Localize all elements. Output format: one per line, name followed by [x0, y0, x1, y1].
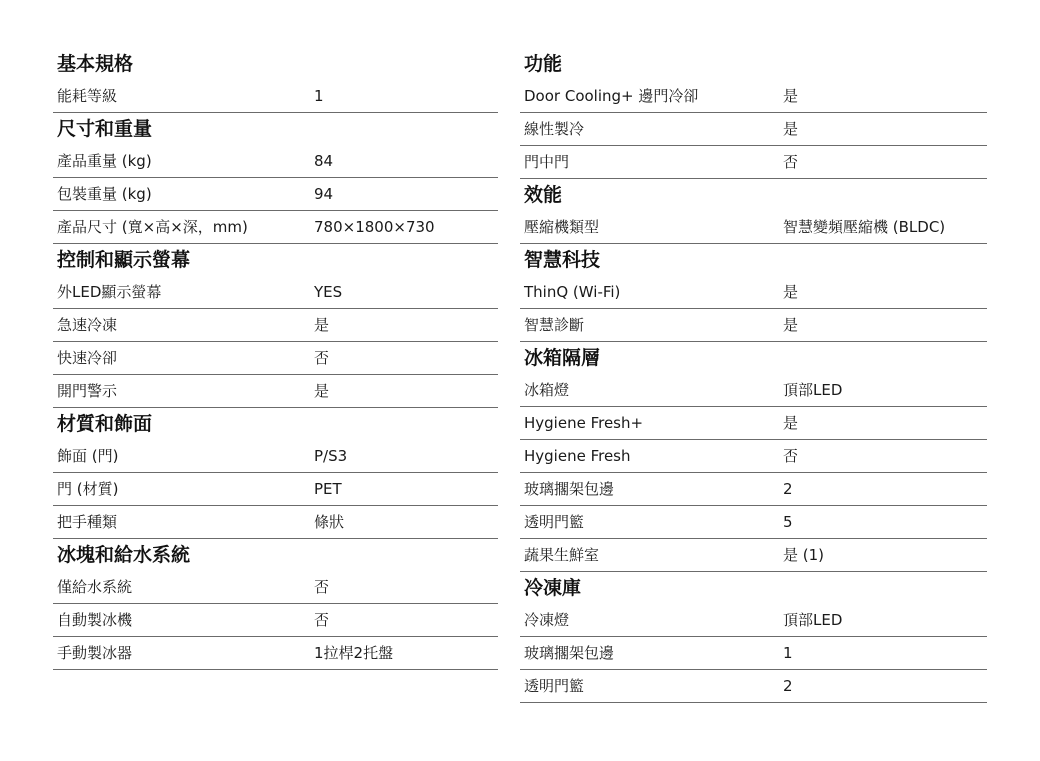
spec-label: 冷凍燈 [524, 611, 570, 629]
section-title-ice-water: 冰塊和給水系統 [57, 544, 191, 566]
spec-label: 包裝重量 (kg) [57, 185, 152, 203]
spec-value: 條狀 [314, 513, 345, 531]
section-title-performance: 效能 [524, 184, 563, 206]
section-title-fridge-compartment: 冰箱隔層 [524, 347, 601, 369]
spec-label: 產品重量 (kg) [57, 152, 152, 170]
spec-label: Hygiene Fresh [524, 447, 631, 465]
spec-label: 外LED顯示螢幕 [57, 283, 162, 301]
spec-value: 否 [783, 447, 799, 465]
spec-row [520, 80, 987, 113]
spec-label: ThinQ (Wi-Fi) [524, 283, 621, 301]
spec-label: 飾面 (門) [57, 447, 119, 465]
spec-label: 門 (材質) [57, 480, 119, 498]
spec-value: 1 [783, 644, 793, 662]
spec-column-left [53, 48, 498, 670]
spec-label: 自動製冰機 [57, 611, 133, 629]
spec-label: 透明門籃 [524, 513, 585, 531]
spec-label: 手動製冰器 [57, 644, 133, 662]
spec-value: 是 [783, 414, 799, 432]
spec-value: 94 [314, 185, 334, 203]
spec-row [520, 473, 987, 506]
spec-label: 把手種類 [57, 513, 118, 531]
spec-column-right [520, 48, 987, 703]
section-title-smart-tech: 智慧科技 [524, 249, 601, 271]
spec-row [53, 342, 498, 375]
spec-row [520, 309, 987, 342]
spec-label: 透明門籃 [524, 677, 585, 695]
spec-value: 是 [783, 120, 799, 138]
spec-row [53, 506, 498, 539]
spec-row [53, 145, 498, 178]
spec-row [520, 211, 987, 244]
spec-value: 否 [314, 611, 330, 629]
spec-value: 智慧變頻壓縮機 (BLDC) [783, 218, 946, 236]
spec-row [53, 80, 498, 113]
section-title-basic-specs: 基本規格 [57, 53, 134, 75]
spec-row [53, 375, 498, 408]
spec-value: 否 [783, 153, 799, 171]
section-title-dimensions-weight: 尺寸和重量 [57, 118, 153, 140]
spec-label: 能耗等級 [57, 87, 118, 105]
section-title-features: 功能 [524, 53, 563, 75]
spec-value: 頂部LED [783, 381, 843, 399]
spec-row [520, 637, 987, 670]
spec-value: 是 [783, 316, 799, 334]
spec-row [520, 604, 987, 637]
spec-row [53, 309, 498, 342]
spec-label: 壓縮機類型 [524, 218, 600, 236]
section-title-material-finish: 材質和飾面 [57, 413, 153, 435]
spec-label: 蔬果生鮮室 [524, 546, 600, 564]
spec-label: 智慧診斷 [524, 316, 585, 334]
spec-value: 780×1800×730 [314, 218, 435, 236]
spec-row [53, 178, 498, 211]
spec-label: 門中門 [524, 153, 570, 171]
spec-value: 84 [314, 152, 334, 170]
spec-row [520, 113, 987, 146]
section-title-control-display: 控制和顯示螢幕 [57, 249, 191, 271]
spec-row [53, 637, 498, 670]
spec-value: 2 [783, 480, 793, 498]
spec-value: 是 [783, 87, 799, 105]
spec-value: 頂部LED [783, 611, 843, 629]
spec-value: 是 [783, 283, 799, 301]
spec-row [520, 670, 987, 703]
spec-value: P/S3 [314, 447, 348, 465]
spec-row [53, 604, 498, 637]
spec-label: 開門警示 [57, 382, 118, 400]
spec-value: 是 [314, 316, 330, 334]
spec-label: 快速冷卻 [57, 349, 118, 367]
spec-value: PET [314, 480, 342, 498]
spec-label: 線性製冷 [524, 120, 585, 138]
spec-label: Door Cooling+ 邊門冷卻 [524, 87, 699, 105]
spec-label: 玻璃擱架包邊 [524, 644, 615, 662]
spec-row [520, 539, 987, 572]
spec-row [520, 276, 987, 309]
spec-value: 1 [314, 87, 324, 105]
spec-row [520, 146, 987, 179]
spec-value: 否 [314, 349, 330, 367]
spec-value: 是 [314, 382, 330, 400]
section-title-freezer: 冷凍庫 [524, 577, 582, 599]
spec-row [53, 276, 498, 309]
spec-value: YES [314, 283, 343, 301]
spec-row [520, 407, 987, 440]
spec-label: 僅給水系統 [57, 578, 133, 596]
spec-value: 否 [314, 578, 330, 596]
spec-value: 5 [783, 513, 793, 531]
spec-row [520, 506, 987, 539]
spec-row [53, 440, 498, 473]
spec-label: Hygiene Fresh+ [524, 414, 644, 432]
spec-label: 冰箱燈 [524, 381, 570, 399]
spec-value: 1拉桿2托盤 [314, 644, 394, 662]
spec-label: 急速冷凍 [57, 316, 118, 334]
spec-label: 產品尺寸 (寬×高×深，mm) [57, 218, 248, 236]
spec-row [520, 374, 987, 407]
spec-row [53, 571, 498, 604]
spec-value: 是 (1) [783, 546, 825, 564]
spec-label: 玻璃擱架包邊 [524, 480, 615, 498]
spec-row [520, 440, 987, 473]
spec-row [53, 211, 498, 244]
spec-value: 2 [783, 677, 793, 695]
spec-row [53, 473, 498, 506]
